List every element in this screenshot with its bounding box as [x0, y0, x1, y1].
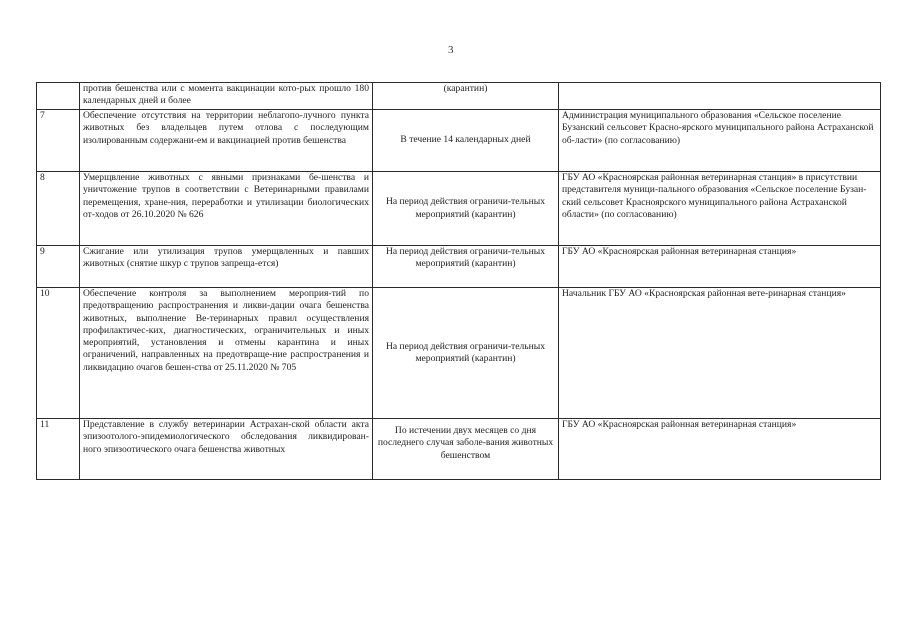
table-row — [37, 288, 881, 419]
row-number: 11 — [37, 419, 80, 480]
row-number — [37, 83, 80, 110]
term-cell: В течение 14 календарных дней — [373, 110, 559, 172]
row-number: 9 — [37, 246, 80, 288]
action-cell: Умерщвление животных с явными признаками бе-шенства и уничтожение трупов в соответствии с Ветеринарными правилами перемещения, хране-ния, переработки и утилизации биологических от-ходов от 26.10.2020 № 626 — [80, 172, 373, 246]
term-cell: На период действия ограничи-тельных мероприятий (карантин) — [373, 246, 559, 288]
action-cell: Сжигание или утилизация трупов умерщвленных и павших животных (снятие шкур с трупов запреща-ется) — [80, 246, 373, 288]
responsible-cell: ГБУ АО «Красноярская районная ветеринарная станция» — [559, 246, 881, 288]
table-row — [37, 110, 881, 172]
table-row — [37, 246, 881, 288]
term-cell: (карантин) — [373, 83, 559, 110]
term-cell: По истечении двух месяцев со дня последнего случая заболе-вания животных бешенством — [373, 419, 559, 480]
page-number: 3 — [448, 44, 454, 56]
action-cell: Представление в службу ветеринарии Астрахан-ской области акта эпизоотолого-эпидемиологического обследования ликвидирован-ного эпизоотического очага бешенства животных — [80, 419, 373, 480]
action-cell: Обеспечение отсутствия на территории неблагопо-лучного пункта животных без владельцев путем отлова с последующим изолированным содержани-ем и вакцинацией против бешенства — [80, 110, 373, 172]
table-row — [37, 419, 881, 480]
responsible-cell: Администрация муниципального образования «Сельское поселение Бузанский сельсовет Красно-ярского муниципального района Астраханской об-ласти» (по согласованию) — [559, 110, 881, 172]
action-cell: против бешенства или с момента вакцинации кото-рых прошло 180 календарных дней и более — [80, 83, 373, 110]
term-cell: На период действия ограничи-тельных мероприятий (карантин) — [373, 172, 559, 246]
measures-table — [36, 82, 881, 480]
row-number: 8 — [37, 172, 80, 246]
responsible-cell: ГБУ АО «Красноярская районная ветеринарная станция» в присутствии представителя муници-пального образования «Сельское поселение Бузан-ский сельсовет Красноярского муниципального района Астраханской области» (по согласованию) — [559, 172, 881, 246]
row-number: 10 — [37, 288, 80, 419]
action-cell: Обеспечение контроля за выполнением мероприя-тий по предотвращению распространения и ликви-дации очага бешенства животных, выполнение Ве-теринарных правил осуществления профилактичес-ких, диагностических, ограничительных и иных мероприятий, установления и отмены карантина и иных ограничений, направленных на предотвраще-ние распространения и ликвидацию очагов бешен-ства от 25.11.2020 № 705 — [80, 288, 373, 419]
responsible-cell: Начальник ГБУ АО «Красноярская районная вете-ринарная станция» — [559, 288, 881, 419]
table-row — [37, 83, 881, 110]
responsible-cell: ГБУ АО «Красноярская районная ветеринарная станция» — [559, 419, 881, 480]
responsible-cell — [559, 83, 881, 110]
table-row — [37, 172, 881, 246]
row-number: 7 — [37, 110, 80, 172]
term-cell: На период действия ограничи-тельных мероприятий (карантин) — [373, 288, 559, 419]
